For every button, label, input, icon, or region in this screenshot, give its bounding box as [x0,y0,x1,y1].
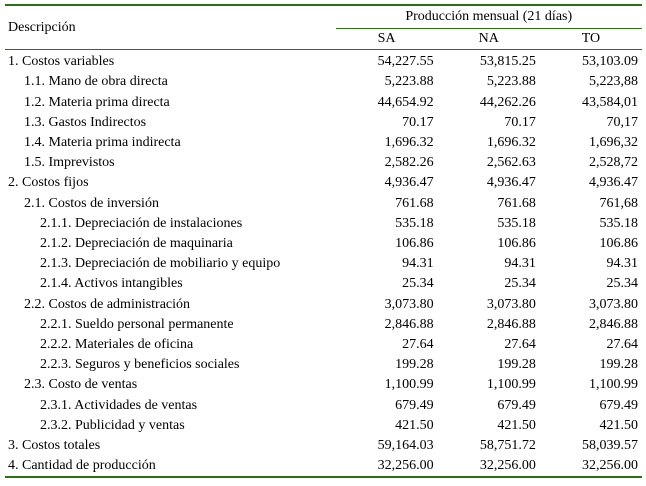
cell-sa: 679.49 [395,397,434,413]
cell-sa: 54,227.55 [377,54,434,70]
cell-to: 32,256.00 [582,458,638,474]
cell-na: 3,073.80 [486,296,536,312]
cell-sa: 1,696.32 [384,135,434,151]
cell-sa: 1,100.99 [384,377,434,393]
cell-na: 53,815.25 [479,54,536,70]
cell-to: 2,846.88 [589,316,638,332]
cell-sa: 94.31 [402,256,434,272]
cell-to: 535.18 [599,215,638,231]
row-label: 2.3.1. Actividades de ventas [40,397,198,413]
row-label: 1.1. Mano de obra directa [24,74,168,90]
cell-sa: 25.34 [402,276,434,292]
cell-to: 27.64 [606,337,638,353]
cell-to: 70,17 [606,114,638,130]
cell-sa: 761.68 [395,195,434,211]
cell-na: 1,696.32 [486,135,536,151]
row-label: 2.3.2. Publicidad y ventas [40,417,185,433]
cell-na: 679.49 [497,397,536,413]
cell-na: 761.68 [497,195,536,211]
cell-sa: 70.17 [402,114,434,130]
header-col-sa: SA [336,29,438,50]
header-col-to: TO [540,29,642,50]
cell-na: 27.64 [504,337,536,353]
cell-to: 199.28 [599,357,638,373]
cell-na: 94.31 [504,256,536,272]
cell-to: 3,073.80 [589,296,638,312]
row-label: 2.1. Costos de inversión [24,195,159,211]
cell-na: 5,223.88 [486,74,536,90]
row-label: 2.1.2. Depreciación de maquinaria [40,236,233,252]
table-row [5,436,642,456]
table-row [5,214,642,234]
row-label: 2.2.1. Sueldo personal permanente [40,316,234,332]
row-label: 2.1.1. Depreciación de instalaciones [40,215,243,231]
row-label: 2. Costos fijos [8,175,89,191]
table-row [5,396,642,416]
table-row [5,72,642,92]
table-row [5,234,642,254]
cell-to: 421.50 [599,417,638,433]
cell-na: 4,936.47 [486,175,536,191]
cell-sa: 2,846.88 [384,316,434,332]
table-header [5,5,642,50]
table-row [5,194,642,214]
header-description: Descripción [5,5,336,50]
cell-sa: 2,582.26 [384,155,434,171]
header-production-group: Producción mensual (21 días) [336,5,643,29]
row-label: 2.2. Costos de administración [24,296,191,312]
row-label: 1.4. Materia prima indirecta [24,135,181,151]
table-row [5,50,642,73]
row-label: 1.3. Gastos Indirectos [24,114,147,130]
cell-sa: 59,164.03 [377,438,434,454]
cost-table-container [5,4,642,478]
cell-to: 679.49 [599,397,638,413]
table-row [5,456,642,477]
cell-na: 32,256.00 [479,458,536,474]
cell-to: 1,100.99 [589,377,638,393]
table-body [5,50,642,478]
cell-na: 44,262.26 [479,94,536,110]
table-row [5,93,642,113]
row-label: 1.2. Materia prima directa [24,94,170,110]
row-label: 2.1.4. Activos intangibles [40,276,183,292]
row-label: 1. Costos variables [8,54,115,70]
cell-sa: 199.28 [395,357,434,373]
cell-to: 94.31 [606,256,638,272]
row-label: 4. Cantidad de producción [8,458,156,474]
cell-na: 70.17 [504,114,536,130]
cell-na: 2,562.63 [486,155,536,171]
cell-sa: 4,936.47 [384,175,434,191]
row-label: 1.5. Imprevistos [24,155,115,171]
cell-sa: 44,654.92 [377,94,434,110]
cell-to: 5,223,88 [589,74,638,90]
cell-to: 58,039.57 [582,438,638,454]
cost-table [5,4,642,478]
cell-to: 106.86 [599,236,638,252]
cell-sa: 106.86 [395,236,434,252]
header-col-na: NA [438,29,540,50]
cell-to: 25.34 [606,276,638,292]
table-row [5,274,642,294]
cell-na: 58,751.72 [479,438,536,454]
row-label: 2.2.2. Materiales de oficina [40,337,194,353]
table-row [5,113,642,133]
row-label: 2.3. Costo de ventas [24,377,138,393]
cell-na: 2,846.88 [486,316,536,332]
cell-na: 25.34 [504,276,536,292]
row-label: 2.2.3. Seguros y beneficios sociales [40,357,240,373]
cell-na: 1,100.99 [486,377,536,393]
cell-to: 4,936.47 [589,175,638,191]
cell-sa: 32,256.00 [377,458,434,474]
cell-to: 1,696,32 [589,135,638,151]
cell-na: 421.50 [497,417,536,433]
table-row [5,153,642,173]
cell-sa: 5,223.88 [384,74,434,90]
table-row [5,173,642,193]
table-row [5,315,642,335]
row-label: 3. Costos totales [8,438,101,454]
table-row [5,295,642,315]
cell-na: 199.28 [497,357,536,373]
cell-na: 106.86 [497,236,536,252]
table-row [5,375,642,395]
table-row [5,133,642,153]
table-row [5,254,642,274]
row-label: 2.1.3. Depreciación de mobiliario y equipo [40,256,281,272]
cell-sa: 421.50 [395,417,434,433]
cell-sa: 3,073.80 [384,296,434,312]
cell-to: 43,584,01 [582,94,638,110]
table-row [5,335,642,355]
cell-to: 2,528,72 [589,155,638,171]
cell-sa: 535.18 [395,215,434,231]
cell-to: 761,68 [599,195,638,211]
cell-sa: 27.64 [402,337,434,353]
cell-to: 53,103.09 [582,54,638,70]
table-row [5,355,642,375]
table-row [5,416,642,436]
cell-na: 535.18 [497,215,536,231]
